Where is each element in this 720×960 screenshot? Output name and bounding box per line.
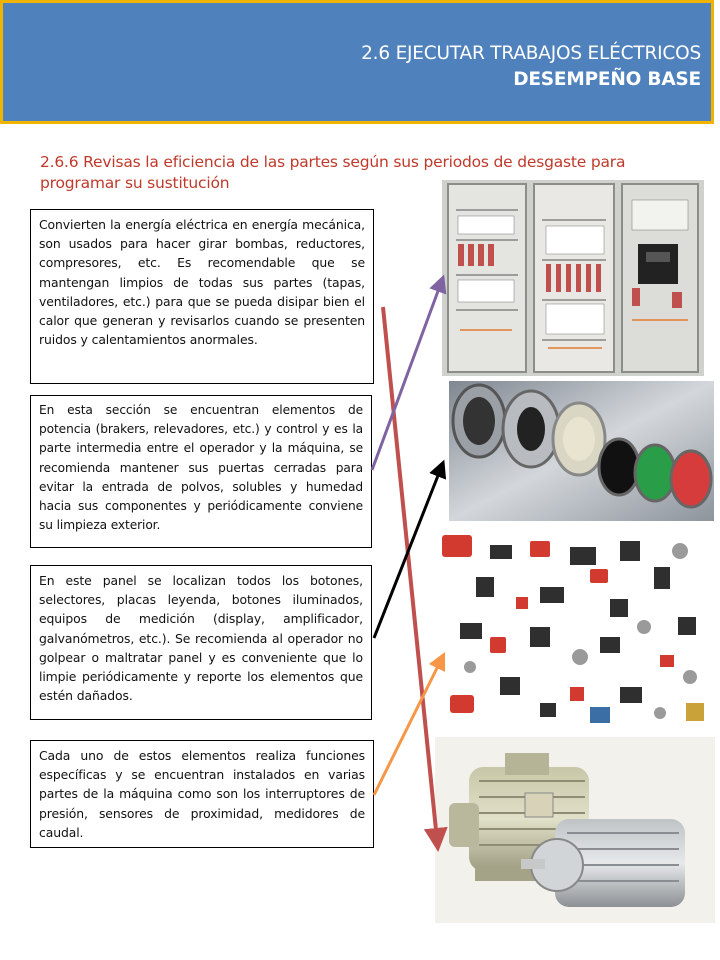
section-title: 2.6.6 Revisas la eficiencia de las partes según sus periodos de desgaste para programar su sustitución (40, 153, 626, 192)
header-subtitle: DESEMPEÑO BASE (513, 69, 701, 90)
header-title: 2.6 EJECUTAR TRABAJOS ELÉCTRICOS (361, 43, 701, 64)
sensors-description-box: Cada uno de estos elementos realiza funciones específicas y se encuentran instalados en varias partes de la máquina como son los interruptores de presión, sensores de proximidad, medidores de caudal. (30, 740, 374, 848)
control-cabinet-description-box: En esta sección se encuentran elementos de potencia (brakers, relevadores, etc.) y control y es la parte intermedia entre el operador y la máquina, se recomienda mantener sus puertas cerradas para evitar la entrada de polvos, solubles y humedad hacia sus componentes y periódicamente conviene su limpieza exterior. (30, 395, 372, 548)
motor-description-box: Convierten la energía eléctrica en energía mecánica, son usados para hacer girar bombas, reductores, compresores, etc. Es recomendable que se mantengan limpios de todas sus partes (tapas, ventiladores, etc.) para que se pueda disipar bien el calor que generan y revisarlos cuando se presenten ruidos y calentamientos anormales. (30, 209, 374, 384)
arrow-operator-panel (374, 468, 441, 638)
operator-panel-description-box: En este panel se localizan todos los botones, selectores, placas leyenda, botones iluminados, equipos de medición (display, amplificador, galvanómetros, etc.). Se recomienda al operador no golpear o maltratar panel y es conveniente que lo limpie periódicamente y reporte los elementos que estén dañados. (30, 565, 372, 720)
